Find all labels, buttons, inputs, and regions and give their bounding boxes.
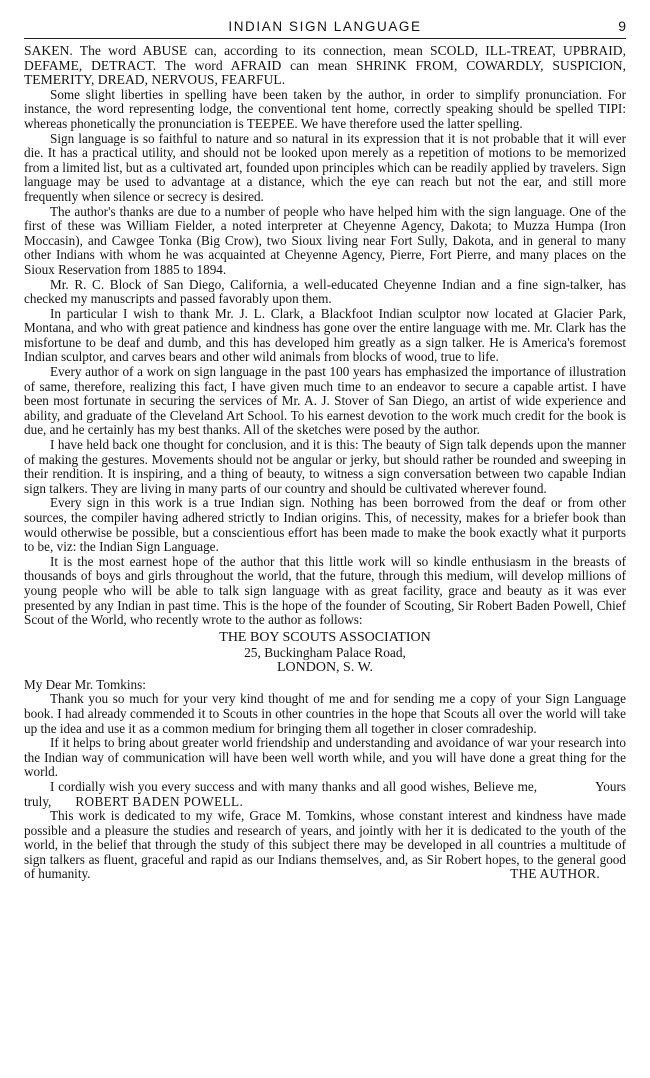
page-number: 9 [618, 18, 626, 34]
paragraph-continued: SAKEN. The word ABUSE can, according to its connection, mean SCOLD, ILL-TREAT, UPBRAID, DEFAME, DETRACT. The word AFRAID can mean SHRINK FROM, COWARDLY, SUSPICION, TEMERITY, DREAD, NERVOUS, FEARFUL. [24, 43, 626, 88]
paragraph-hope: It is the most earnest hope of the author that this little work will so kindle enthusiasm in the breasts of thousands of boys and girls throughout the world, that the future, through this medium, will develop millions of young people who will be able to talk sign language with as great facility, grace and beauty as it was ever presented by any Indian in past time. This is the hope of the founder of Scouting, Sir Robert Baden Powell, Chief Scout of the World, who recently wrote to the author as follows: [24, 553, 626, 628]
paragraph-clark: In particular I wish to thank Mr. J. L. Clark, a Blackfoot Indian sculptor now located at Glacier Park, Montana, and who with great patience and kindness has gone over the entire language with me. Mr. Clark has the misfortune to be deaf and dumb, and this has developed him greatly as a sign talker. He is America's foremost Indian sculptor, and carves bears and other wild animals from blocks of wood, true to life. [24, 305, 626, 365]
letter-paragraph: Thank you so much for your very kind thought of me and for sending me a copy of your Sign Language book. I had already commended it to Scouts in other countries in the hope that Scouts all over the world will take up the idea and use it as a common medium for bringing them all together in closer comradeship. [24, 691, 626, 736]
paragraph-illustration: Every author of a work on sign language in the past 100 years has emphasized the importance of illustration of same, therefore, realizing this fact, I have given much time to an endeavor to secure a capable artist. I have been most fortunate in securing the services of Mr. A. J. Stover of San Diego, an artist of wide experience and ability, and graduate of the Cleveland Art School. To his earnest devotion to the work much credit for the book is due, and he certainly has my best thanks. All of the sketches were posed by the author. [24, 364, 626, 438]
paragraph-true-signs: Every sign in this work is a true Indian sign. Nothing has been borrowed from the deaf or from other sources, the compiler having adhered strictly to Indian origins. This, of necessity, makes for a briefer book than would otherwise be possible, but a conscientious effort has been made to make the book exactly what it purports to be, viz: the Indian Sign Language. [24, 495, 626, 555]
letter-paragraph: If it helps to bring about greater world friendship and understanding and avoidance of war your research into the Indian way of communication will have been well worth while, and you will have done a great thing for the world. [24, 735, 626, 780]
paragraph-sign-language-nature: Sign language is so faithful to nature and so natural in its expression that it is not probable that it will ever die. It has a practical utility, and should not be looked upon merely as a repetition of motions to be memorized from a limited list, but as a cultivated art, founded upon principles which can be readily applied by travelers. Sign language may be used to advantage at a distance, which the eye can reach but not the ear, and still more frequently when silence or secrecy is desired. [24, 130, 626, 204]
letter-salutation: My Dear Mr. Tomkins: [24, 676, 146, 692]
letterhead-address-line2: LONDON, S. W. [276, 659, 374, 675]
paragraph-spelling: Some slight liberties in spelling have been taken by the author, in order to simplify pronunciation. For instance, the word representing lodge, the conventional tent home, correctly speaking should be spelled TIPI: whereas phonetically the pronunciation is TEEPEE. We have therefore used the latter spelling. [24, 86, 626, 131]
dedication-paragraph [24, 809, 626, 882]
page-body [24, 44, 626, 882]
letter-yours-truly: Yours truly, [24, 778, 626, 809]
paragraph-thanks: The author's thanks are due to a number of people who have helped him with the sign language. One of the first of these was William Fielder, a noted interpreter at Cheyenne Agency, Dakota; to Muzza Humpa (Iron Moccasin), and Cawgee Tonka (Big Crow), two Sioux living near Fort Sully, Dakota, and in general to many other Indians with whom he was acquainted at Cheyenne Agency, Pierre, Fort Pierre, and many places on the Sioux Reservation from 1885 to 1894. [24, 203, 626, 277]
letter-signature: ROBERT BADEN POWELL. [75, 793, 244, 809]
letterhead-address-line1: 25, Buckingham Palace Road, [244, 644, 406, 660]
dedication-text: This work is dedicated to my wife, Grace M. Tomkins, whose constant interest and kindness have made possible and a pleasure the studies and research of years, and jointly with her it is dedicated to the youth of the world, in the belief that through the study of this subject there may be developed in all countries a multitude of sign talkers as fluent, graceful and rapid as our Indians themselves, and, as Sir Robert hopes, to the general good of humanity. [24, 808, 626, 882]
letterhead [24, 630, 626, 675]
author-signature: THE AUTHOR. [510, 866, 600, 882]
letterhead-org: THE BOY SCOUTS ASSOCIATION [219, 629, 431, 645]
letter-closing-text: I cordially wish you every success and with many thanks and all good wishes, Believe me, [50, 778, 538, 794]
paragraph-block: Mr. R. C. Block of San Diego, California, a well-educated Cheyenne Indian and a fine sign-talker, has checked my manuscripts and passed favorably upon them. [24, 276, 626, 307]
running-header [24, 18, 626, 39]
letter-closing [24, 780, 626, 809]
running-title: INDIAN SIGN LANGUAGE [228, 19, 422, 34]
paragraph-conclusion: I have held back one thought for conclusion, and it is this: The beauty of Sign talk depends upon the manner of making the gestures. Movements should not be angular or jerky, but should rather be rounded and sweeping in their rendition. It is inspiring, and a thing of beauty, to witness a sign conversation between two capable Indian sign talkers. They are living in many parts of our country and should be cultivated wherever found. [24, 437, 626, 496]
